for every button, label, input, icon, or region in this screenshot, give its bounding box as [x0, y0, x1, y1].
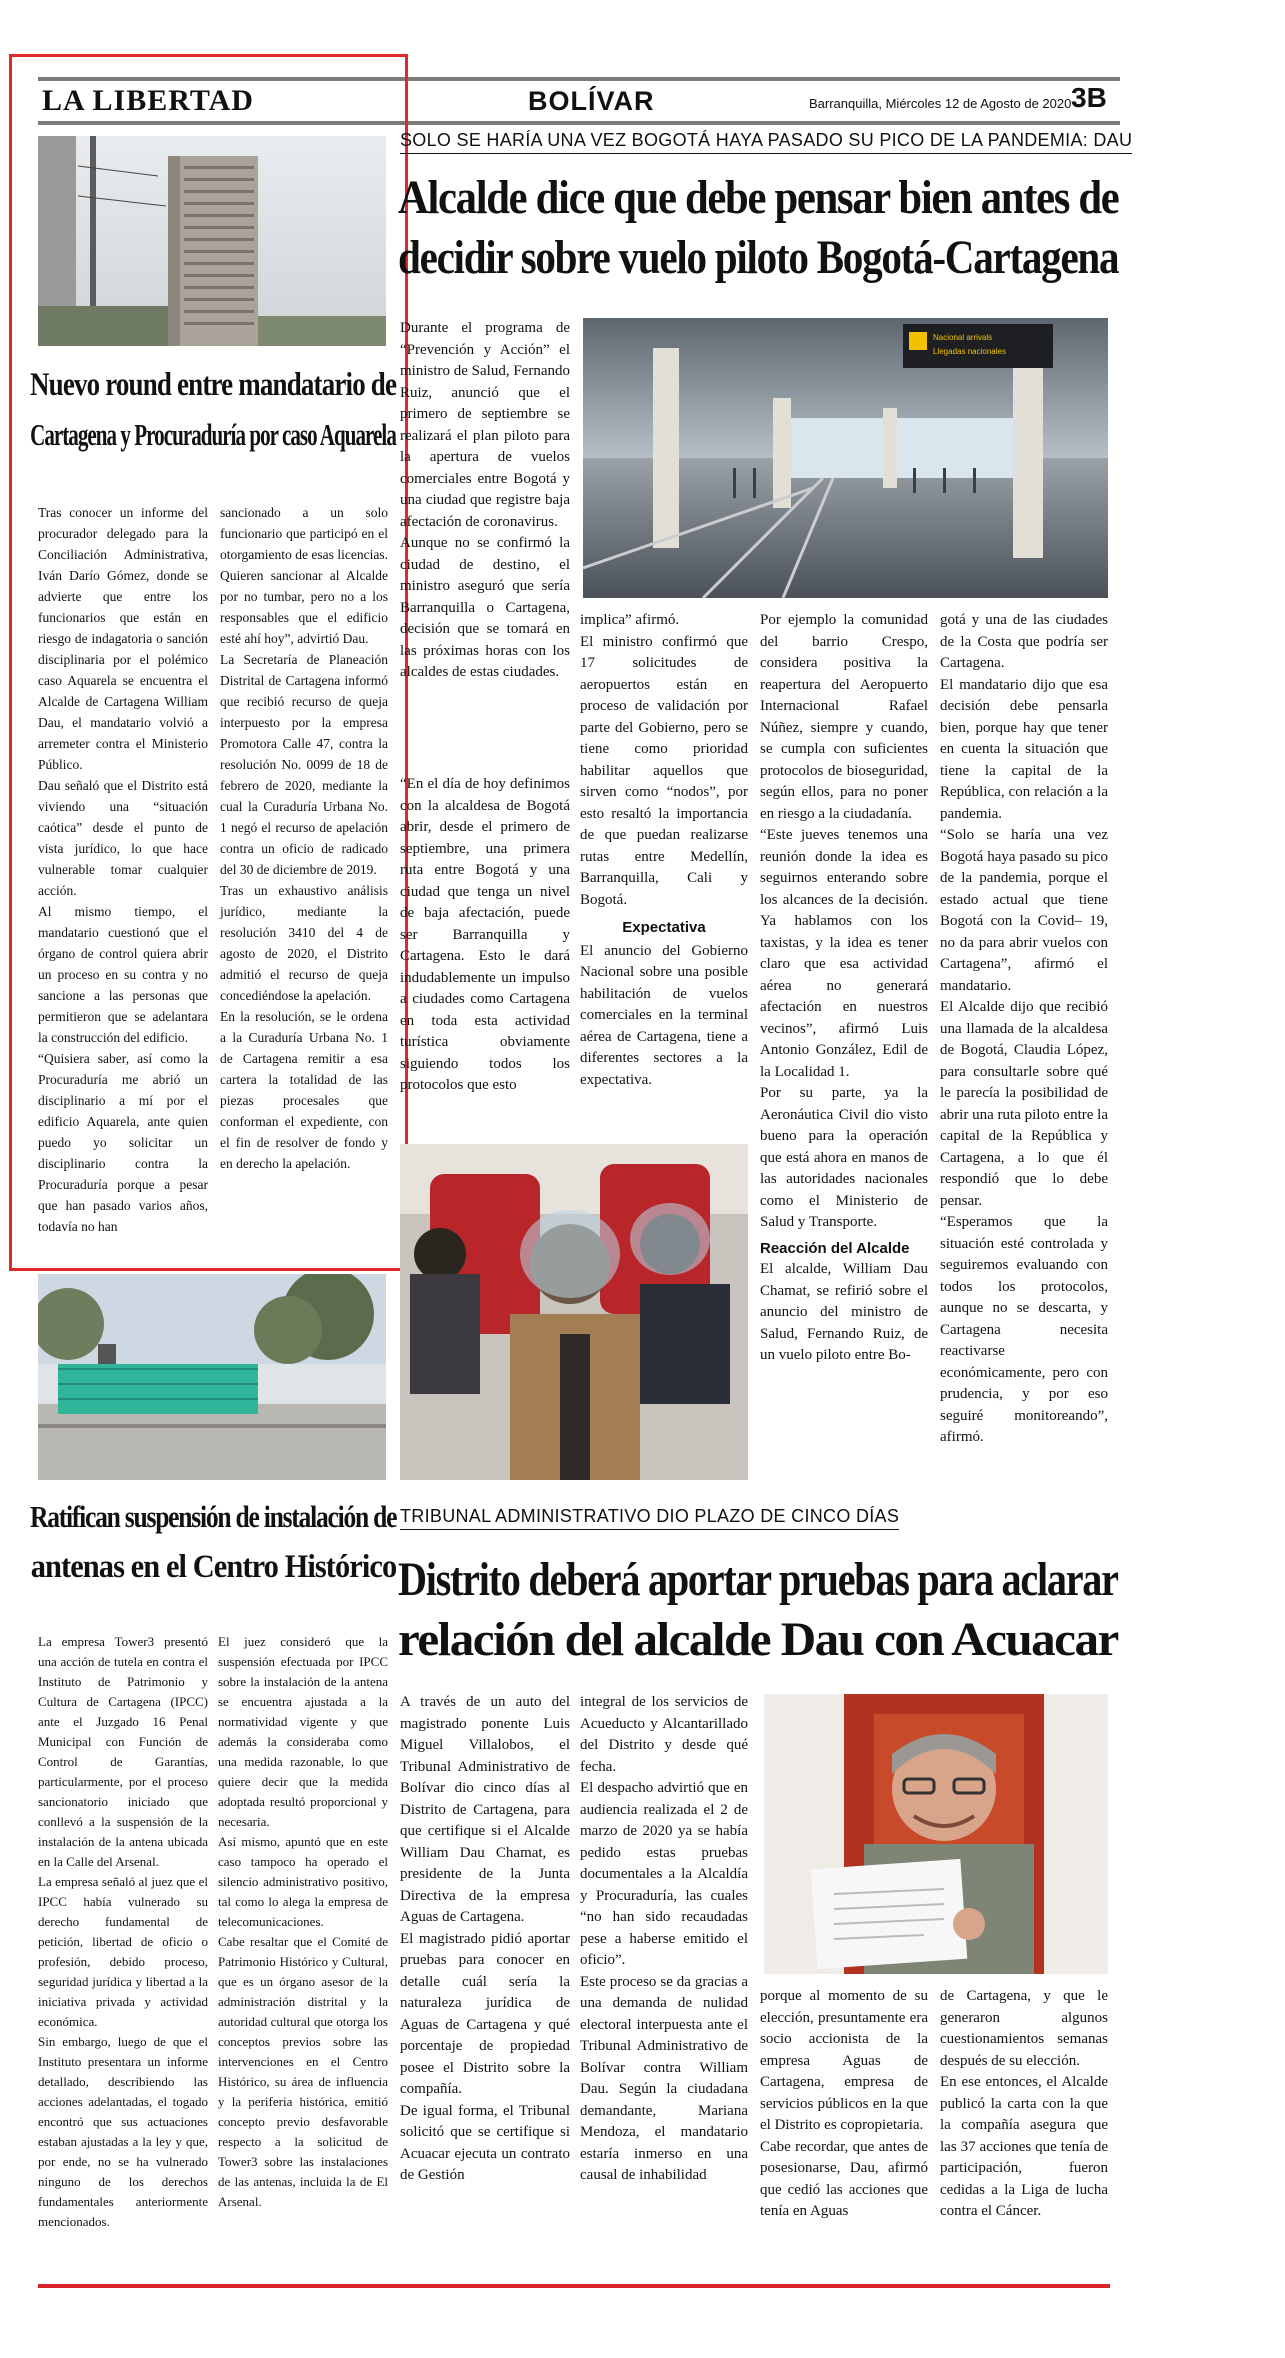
paragraph: “En el día de hoy definimos con la alcaldesa de Bogotá abrir, desde el primero de septiembre, una primera ruta entre Bogotá y una ciudad que tenga un nivel de baja afectación, puede ser Barranquilla y Cartagena. Esto le dará indudablemente un impulso a ciudades como Cartagena en toda esta actividad turística obviamente siguiendo todos los protocolos que esto — [400, 776, 570, 1093]
bottom-story-column-4 — [940, 1986, 1108, 2223]
paragraph: De igual forma, el Tribunal solicitó que se certifique si Acuacar ejecuta un contrato de Gestión — [400, 2102, 570, 2183]
paragraph: “Esperamos que la situación esté controlada y seguiremos evaluando con todos los protocolos, aunque no se descarta, y Cartagena necesita reactivarse económicamente, pero con prudencia, y por eso seguiré monitoreando”, afirmó. — [940, 1214, 1108, 1445]
paragraph: El magistrado pidió aportar pruebas para conocer en detalle cuál sería la naturaleza jurídica de Aguas de Cartagena y qué porcentaje de propiedad posee el Distrito sobre la compañía. — [400, 1930, 570, 2097]
paragraph: En ese entonces, el Alcalde publicó la carta con la que la compañía asegura que las 37 acciones que tenía de participación, fueron cedidas a la Liga de lucha contra el Cáncer. — [940, 2074, 1108, 2219]
paragraph: El alcalde, William Dau Chamat, se refirió sobre el anuncio del ministro de Salud, Fernando Ruiz, de un vuelo piloto entre Bo- — [760, 1261, 928, 1363]
airport-sign-text-1: Nacional arrivals — [933, 333, 993, 342]
main-story-kicker — [400, 130, 1132, 154]
paragraph: de Cartagena, y que le generaron algunos cuestionamientos semanas después de su elección. — [940, 1988, 1108, 2069]
paragraph: porque al momento de su elección, presuntamente era socio accionista de la empresa Aguas de Cartagena, empresa de servicios públicos en la que el Distrito es copropietaria. — [760, 1988, 928, 2133]
main-story-column-2 — [580, 610, 748, 1091]
side-story-2-column-2 — [218, 1632, 388, 2212]
paragraph: “Quisiera saber, así como la Procuraduría me abrió un disciplinario a mí por el edificio Aquarela, ante quien puedo yo solicitar un disciplinario contra la Procuraduría porque a pesar que han pasado varios años, todavía no han — [38, 1051, 208, 1234]
main-story-column-3 — [760, 610, 928, 1367]
paragraph: Tras un exhaustivo análisis jurídico, mediante la resolución 3410 del 4 de agosto de 2020, el Distrito admitió el recurso de queja concediéndose la apelación. — [220, 883, 388, 1003]
main-story-headline — [398, 168, 1118, 288]
paragraph: El ministro confirmó que 17 solicitudes de aeropuertos están en proceso de validación por parte del Gobierno, pero se tiene como prioridad habilitar aquellos que sirven como “nodos”, por esto resaltó la importancia de que puedan realizarse rutas entre Medellín, Barranquilla, Cali y Bogotá. — [580, 633, 748, 908]
side-story-1-headline-line-2: Cartagena y Procuraduría por caso Aquarela — [30, 417, 396, 452]
mayor-portrait-photo — [764, 1694, 1108, 1974]
paragraph: Aunque no se confirmó la ciudad de destino, el ministro aseguró que sería Barranquilla o Cartagena, decisión que se tomará en las próximas horas con los alcaldes de estas ciudades. — [400, 535, 570, 680]
main-story-column-1-bottom — [400, 774, 570, 1097]
paragraph: El juez consideró que la suspensión efectuada por IPCC sobre la instalación de la antena se encuentra ajustada a la normatividad vigente y que además la consideraba como una medida razonable, lo que quiere decir que la medida adoptada resultó proporcional y necesaria. — [218, 1634, 388, 1829]
bottom-story-column-3 — [760, 1986, 928, 2223]
main-story-column-1-top — [400, 318, 570, 684]
paragraph: Al mismo tiempo, el mandatario cuestionó que el órgano de control quiera abrir un proceso en su contra y no sancione a las personas que permitieron que se adelantara la construcción del edificio. — [38, 904, 208, 1045]
paragraph: El anuncio del Gobierno Nacional sobre una posible habilitación de vuelos comerciales en la terminal aérea de Cartagena, tiene a diferentes sectores a la expectativa. — [580, 942, 748, 1088]
bottom-story-kicker-text: TRIBUNAL ADMINISTRATIVO DIO PLAZO DE CINCO DÍAS — [400, 1506, 899, 1530]
bottom-story-headline — [398, 1550, 1118, 1670]
paragraph: sancionado a un solo funcionario que participó en el otorgamiento de esas licencias. Quieren sancionar al Alcalde por no tumbar, pero no a los responsables que el edificio esté ahí hoy”, advirtió Dau. — [220, 505, 388, 646]
paragraph: Por ejemplo la comunidad del barrio Crespo, considera positiva la reapertura del Aeropuerto Internacional Rafael Núñez, siempre y cuando, se cumpla con suficientes protocolos de bioseguridad, según ellos, para no poner en riesgo a la ciudadanía. — [760, 612, 928, 822]
bottom-story-column-1 — [400, 1692, 570, 2187]
paragraph: Por su parte, ya la Aeronáutica Civil dio visto bueno para la operación que está ahora en manos de las autoridades nacionales como el Ministerio de Salud y Transporte. — [760, 1085, 928, 1230]
paragraph: El Alcalde dijo que recibió una llamada de la alcaldesa de Bogotá, Claudia López, para consultarle sobre qué le parecía la posibilidad de abrir una ruta piloto entre la capital de la República y Cartagena, a lo que él respondió que lo debe pensar. — [940, 999, 1108, 1209]
section-name: BOLÍVAR — [528, 86, 655, 116]
side-story-2-headline-line-2: antenas en el Centro Histórico — [30, 1549, 396, 1585]
paragraph: Dau señaló que el Distrito está viviendo una “situación caótica” desde el punto de vista jurídico, lo que hace vulnerable tomar cualquier acción. — [38, 778, 208, 898]
subheading-expectativa: Expectativa — [622, 919, 706, 936]
paragraph: Cabe recordar, que antes de posesionarse, Dau, afirmó que cedió las acciones que tenía en Aguas — [760, 2138, 928, 2219]
airport-terminal-photo — [583, 318, 1108, 598]
paragraph: La empresa señaló al juez que el IPCC había vulnerado su derecho fundamental de petición, libertad de oficio o profesión, debido proceso, seguridad jurídica y libertad a la iniciativa privada y actividad económica. — [38, 1874, 208, 2029]
bottom-story-headline-line-2: relación del alcalde Dau con Acuacar — [398, 1613, 1118, 1666]
paragraph: “Solo se haría una vez Bogotá haya pasado su pico de la pandemia, porque el estado actual que tiene Bogotá con la Covid– 19, no da para abrir vuelos con Cartagena”, afirmó el mandatario. — [940, 827, 1108, 994]
main-story-headline-line-1: Alcalde dice que debe pensar bien antes de — [398, 171, 1119, 224]
newspaper-name: LA LIBERTAD — [42, 84, 254, 117]
airport-sign-text-2: Llegadas nacionales — [933, 347, 1006, 356]
side-story-2-headline — [30, 1492, 396, 1592]
issue-date: Barranquilla, Miércoles 12 de Agosto de 2020 — [809, 96, 1072, 111]
page-number: 3B — [1071, 82, 1107, 113]
paragraph: La empresa Tower3 presentó una acción de tutela en contra el Instituto de Patrimonio y Cultura de Cartagena (IPCC) ante el Juzgado 16 Penal Municipal con Función de Control de Garantías, particularmente, por el proceso sancionatorio iniciado que conllevó a la suspensión de la instalación de la antena ubicada en la Calle del Arsenal. — [38, 1634, 208, 1869]
paragraph: Sin embargo, luego de que el Instituto presentara un informe detallado, describiendo las acciones adelantadas, el togado encontró que sus actuaciones estaban ajustadas a la ley y que, por ende, no se ha vulnerado ninguno de los derechos fundamentales anteriormente mencionados. — [38, 2034, 208, 2229]
main-story-kicker-text: SOLO SE HARÍA UNA VEZ BOGOTÁ HAYA PASADO SU PICO DE LA PANDEMIA: DAU — [400, 130, 1132, 154]
main-story-headline-line-2: decidir sobre vuelo piloto Bogotá-Cartagena — [398, 231, 1119, 284]
paragraph: Durante el programa de “Prevención y Acción” el ministro de Salud, Fernando Ruiz, anunció que el primero de septiembre se realizará el plan piloto para la apertura de vuelos comerciales entre Bogotá y una ciudad que registre baja afectación de coronavirus. — [400, 320, 570, 530]
side-story-2-headline-line-1: Ratifican suspensión de instalación de — [30, 1499, 397, 1534]
paragraph: gotá y una de las ciudades de la Costa que podría ser Cartagena. — [940, 612, 1108, 671]
paragraph: El mandatario dijo que esa decisión debe pensarla bien, porque hay que tener en cuenta la situación que tiene la capital de la República, con relación a la pandemia. — [940, 676, 1108, 822]
airplane-passengers-photo — [400, 1144, 748, 1480]
paragraph: Cabe resaltar que el Comité de Patrimonio Histórico y Cultural, que es un órgano asesor de la administración distrital y la autoridad cultural que otorga los conceptos previos sobre las intervenciones en el Centro Histórico, su área de influencia y la periferia histórica, emitió concepto previo desfavorable respecto a la solicitud de Tower3 sobre las instalaciones de las antenas, incluida la de El Arsenal. — [218, 1934, 388, 2209]
paragraph: La Secretaría de Planeación Distrital de Cartagena informó que recibió recurso de queja interpuesto por la empresa Promotora Calle 47, contra la resolución No. 0099 de 18 de febrero de 2020, mediante la cual la Curaduría Urbana No. 1 negó el recurso de apelación contra un oficio de radicado del 30 de diciembre de 2019. — [220, 652, 388, 877]
bottom-story-headline-line-1: Distrito deberá aportar pruebas para aclarar — [398, 1553, 1118, 1606]
paragraph: Tras conocer un informe del procurador delegado para la Conciliación Administrativa, Iván Darío Gómez, donde se advierte que entre los funcionarios que están en riesgo de indagatoria o sanción disciplinaria por el polémico caso Aquarela se encuentra el Alcalde de Cartagena William Dau, el mandatario volvió a arremeter contra el Ministerio Público. — [38, 505, 208, 772]
side-story-2-column-1 — [38, 1632, 208, 2232]
side-story-1-headline-line-1: Nuevo round entre mandatario de — [30, 367, 397, 403]
paragraph: implica” afirmó. — [580, 612, 680, 628]
bottom-story-column-2 — [580, 1692, 748, 2187]
paragraph: El despacho advirtió que en audiencia realizada el 2 de marzo de 2020 ya se había pedido estas pruebas documentales a la Alcaldía y Procuraduría, las cuales “no han sido recaudadas pese a haberse emitido el oficio”. — [580, 1780, 748, 1968]
paragraph: Este proceso se da gracias a una demanda de nulidad electoral interpuesta ante el Tribunal Administrativo de Bolívar contra William Dau. Según la ciudadana demandante, Mariana Mendoza, el mandatario estaría inmerso en una causal de inhabilidad — [580, 1973, 748, 2183]
paragraph: Así mismo, apuntó que en este caso tampoco ha operado el silencio administrativo positivo, tal como lo alega la empresa de telecomunicaciones. — [218, 1834, 388, 1929]
paragraph: “Este jueves tenemos una reunión donde la idea es seguirnos enterando sobre los alcances de la decisión. Ya hablamos con los taxistas, y la idea es tener claro que esa actividad aérea no generará afectación en nuestros vecinos”, afirmó Luis Antonio González, Edil de la Localidad 1. — [760, 827, 928, 1080]
main-story-column-4 — [940, 610, 1108, 1449]
paragraph: En la resolución, se le ordena a la Curaduría Urbana No. 1 de Cartagena remitir a esa cartera la totalidad de las piezas procesales que conforman el expediente, con el fin de resolver de fondo y en derecho la apelación. — [220, 1009, 388, 1171]
subheading-reaccion: Reacción del Alcalde — [760, 1239, 910, 1257]
paragraph: A través de un auto del magistrado ponente Luis Miguel Villalobos, el Tribunal Administrativo de Bolívar dio cinco días al Distrito de Cartagena, para que certifique si el Alcalde William Dau Chamat, es presidente de la Junta Directiva de la empresa Aguas de Cartagena. — [400, 1694, 570, 1925]
highlight-frame — [9, 54, 408, 1271]
bottom-story-kicker — [400, 1506, 899, 1530]
bottom-red-rule — [38, 2284, 1110, 2288]
antenna-site-photo — [38, 1274, 386, 1480]
paragraph: integral de los servicios de Acueducto y Alcantarillado del Distrito y desde qué fecha. — [580, 1694, 748, 1775]
